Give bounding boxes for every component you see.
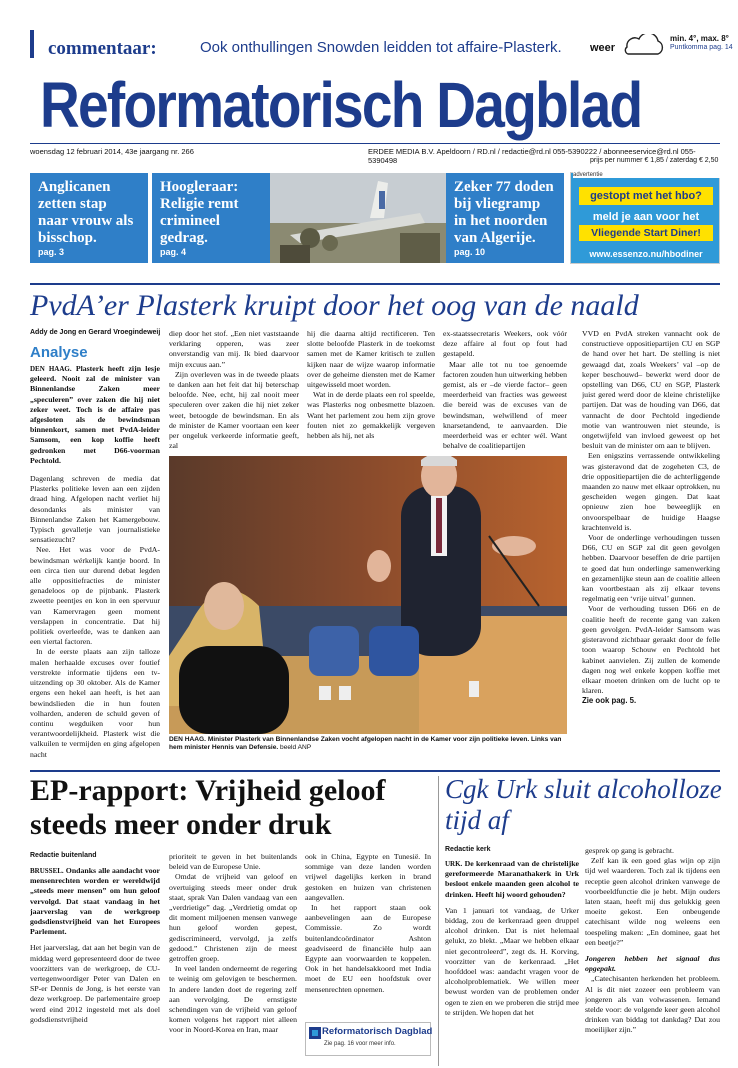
parliament-photo-illustration	[169, 456, 567, 734]
section-divider	[30, 770, 720, 772]
main-article-col-3	[307, 329, 435, 453]
article-paragraph: In veel landen onderneemt de regering te weinig om gelovigen te beschermen. In andere landen doet de regering zelf aan vervolging. De ernstigste schendingen van de vrijheid van geloof komen volgens het rapport niet alleen voor in Noord-Korea en Iran, maar	[169, 964, 297, 1035]
teaser-vliegramp[interactable]	[446, 173, 564, 263]
urk-article-col-2	[585, 846, 720, 1064]
article-paragraph: In het rapport staan ook aanbevelingen aan de Europese Commissie. Zo wordt buitenlandcoördinator Ashton geadviseerd de financiële hulp aan Egypte aan voorwaarden te koppelen. Ook in het handelsakkoord met India moet de EU een hoofdstuk over mensenrechten opnemen.	[305, 903, 431, 994]
commentary-bar	[30, 30, 733, 60]
article-paragraph: Nee. Het was voor de PvdA-bewindsman wérkelijk kantje boord. In een circa tien uur durend debat legden alle oppositiefracties de minister genadeloos op de pijnbank. Plasterk zweette peentjes en kon in een spervuur van Kamervragen geen moment verslappen in concentratie. Dat hij politiek overleefde, was te danken aan een viertal factoren.	[30, 545, 160, 647]
urk-article-col-1	[445, 859, 579, 1064]
column-separator	[438, 776, 439, 1066]
ad-line-2: meld je aan voor het	[592, 211, 700, 223]
see-also-link[interactable]: Zie ook pag. 5.	[582, 696, 637, 706]
article-paragraph: VVD en PvdA streken vannacht ook de constructieve oppositiepartijen CU en SGP de hand over het hart. De stelling is niet gewaagd dat, zoals Weekers’ val –op de keper beschouwd– bewerkt werd door de opstelling van D66, CU en SGP, Plasterk juist gered werd door de kleine christelijke partijen. Dat was de houding van D66, dat vannacht de door Pechtold ingediende motie van wantrouwen niet steunde, is ongetwijfeld van invloed geweest op het besluit van de minister om aan te blijven.	[582, 329, 720, 451]
advertisement[interactable]	[570, 172, 720, 264]
publisher-contact: ERDEE MEDIA B.V. Apeldoorn / RD.nl / redactie@rd.nl 055-5390222 / abonneeservice@rd.nl 055-5390498	[368, 147, 696, 165]
weather-title: weer	[590, 42, 616, 54]
plane-crash-illustration	[270, 173, 446, 263]
commentary-teaser[interactable]: Ook onthullingen Snowden leidden tot affaire-Plasterk.	[200, 39, 562, 56]
teaser-title: Hoogleraar: Religie remt crimineel gedrag.	[160, 179, 239, 246]
caption-text: Minister Plasterk van Binnenlandse Zaken vocht afgelopen nacht in de Kamer voor zijn politieke leven. Links van hem minister Hennis van Defensie.	[169, 736, 562, 751]
photo-caption	[169, 736, 569, 752]
article-paragraph: diep door het stof. „Een niet vaststaande verklaring opperen, was zeer onverstandig van mij. Ik bied daarvoor mijn excuus aan.”	[169, 329, 299, 369]
main-headline[interactable]: PvdA’er Plasterk kruipt door het oog van de naald	[30, 283, 720, 323]
commentary-rule	[30, 30, 34, 58]
ep-article-col-1	[30, 866, 160, 1062]
weather-temperature: min. 4°, max. 8°	[670, 34, 729, 43]
caption-city: DEN HAAG.	[169, 736, 206, 743]
teaser-title: Anglicanen zetten stap naar vrouw als bisschop.	[38, 179, 134, 246]
plane-crash-photo[interactable]	[270, 173, 446, 263]
price-info: prijs per nummer € 1,85 / zaterdag € 2,50	[590, 157, 719, 164]
main-article-col-1	[30, 364, 160, 760]
urk-byline: Redactie kerk	[445, 846, 491, 853]
article-paragraph: Zelf kan ik een goed glas wijn op zijn tijd wel waarderen. Toch zal ik tijdens een receptie geen alcohol drinken vanwege de voorbeeldfunctie die je hebt. Mijn ouders laten staan, heeft mij dus gelukkig geen moeite gekost. Een onbeugende catechisant wilde nog weleens een toespeling maken: „En dominee, gaat het een beetje?”	[585, 856, 720, 947]
article-paragraph: BRUSSEL. Ondanks alle aandacht voor mensenrechten worden er wereldwijd „steeds meer mensen” om hun geloof vervolgd. Dat staat vandaag in het jaarverslag van de werkgroep godsdienstvrijheid van het Europees Parlement.	[30, 866, 160, 937]
article-paragraph: hij die daarna altijd rectificeren. Ten slotte beloofde Plasterk in de toekomst samen met de Kamer kritisch te zullen kijken naar de wijze waarop informatie over de geheime diensten met de Kamer uitgewisseld moet worden.	[307, 329, 435, 390]
article-paragraph: Maar alle tot nu toe genoemde factoren zouden hun uitwerking hebben gemist, als er –de vierde factor– geen meerderheid van fracties was geweest die bereid was de excuses van de bewindsman, welwillend of meer knarsetandend, te aanvaarden. Die meerderheid was er echter wél. Want behalve de coalitiepartijen	[443, 359, 567, 451]
weather-box[interactable]	[590, 32, 733, 60]
article-paragraph: ex-staatssecretaris Weekers, ook vóór deze affaire al fout op fout had gestapeld.	[443, 329, 567, 359]
cloud-icon	[618, 34, 666, 56]
ep-headline[interactable]: EP-rapport: Vrijheid geloof steeds meer onder druk	[30, 774, 386, 841]
masthead-title: Reformatorisch Dagblad	[40, 69, 642, 141]
urk-headline[interactable]: Cgk Urk sluit alcoholloze tijd af	[445, 774, 722, 835]
article-paragraph: URK. De kerkenraad van de christelijke gereformeerde Maranathakerk in Urk besloot enkele maanden geen alcohol te drinken. Heeft hij woord gehouden?	[445, 859, 579, 899]
main-article-col-4	[443, 329, 567, 453]
article-paragraph: Het jaarverslag, dat aan het begin van de middag werd gepresenteerd door de twee voorzitters van de werkgroep, de CU-vertegenwoordiger Peter van Dalen en SP-er Dennis de Jong, is het eerste van deze werkgroep. De parlementaire groep werd eind 2012 ingesteld met als doel godsdienstvrijheid	[30, 943, 160, 1024]
article-paragraph: Voor de onderlinge verhoudingen tussen D66, CU en SGP zal dit geen gevolgen hebben. Daarvoor beseffen de drie partijen te goed dat hun onderlinge samenwerking en gezamenlijke steun aan de coalitie alleen kan voortbestaan als zij elkaar tevens regelmatig een ‘vrije uitval’ gunnen.	[582, 533, 720, 604]
article-paragraph: In de eerste plaats aan zijn talloze malen herhaalde excuses over foutief verstrekte informatie tijdens een tv-uitzending op 30 oktober. Als de Kamer ergens een hekel aan heeft, is het aan bewindslieden die in hun fouten volharden, anderen de schuld geven of continu wegduiken voor hun verantwoordelijkheid. Plasterk wist die valkuilen te vermijden en ging afgelopen nacht	[30, 647, 160, 759]
article-paragraph: DEN HAAG. Plasterk heeft zijn lesje geleerd. Nooit zal de minister van Binnenlandse Zaken meer „speculeren” over zaken die hij niet zeker weet. Toch is de affaire pas afgesloten als de bewindsman binnenkort, samen met PvdA-leider Samsom, een kop koffie heeft gedronken met D66-voorman Pechtold.	[30, 364, 160, 465]
article-paragraph: Van 1 januari tot vandaag, de Urker biddag, zou de kerkenraad geen druppel alcohol drinken. Dat is niet helemaal gelukt, zo blekt. „Maar we hebben elkaar niet gecontroleerd”, zegt ds. H. Korving, voorzitter van de kerkenraad. „Het hoofddoel was: aandacht vragen voor de alcoholproblematiek. We willen meer bewust worden van de problemen onder ogen te zien en we proberen die strijd mee te strijden. We hopen dat het	[445, 905, 579, 1017]
ad-label: advertentie	[573, 172, 720, 178]
commentary-label: commentaar:	[48, 38, 157, 59]
ad-line-1: gestopt met het hbo?	[579, 187, 713, 205]
rd-logo-subtext: Zie pag. 16 voor meer info.	[324, 1041, 396, 1047]
ep-article-col-2	[169, 852, 297, 1062]
article-paragraph: Een enigszins verrassende ontwikkeling was gisteravond dat de zogeheten C3, de drie oppositiepartijen die de achterliggende maanden zo nauw met elkaar optrokken, nu gescheiden wegen gingen. Dat kaat opnieuw zien hoe beweeglijk en onvoorspelbaar de huidige Haagse krachtenveld is.	[582, 451, 720, 532]
rd-logo-text: Reformatorisch Dagblad	[322, 1026, 433, 1037]
article-paragraph: „Catechisanten herkenden het probleem. Al is dit niet zozeer een probleem van jongeren als van volwassenen. Iemand stelde voor: de volgende keer geen alcohol drinken van biddag tot dankdag? Dat zou moeilijker zijn.”	[585, 974, 720, 1035]
teaser-page: pag. 10	[454, 247, 486, 257]
article-paragraph: Wat in de derde plaats een rol speelde, was Plasterks nog onbesmette blazoen. Want het parlement zou hem zijn grove fouten niet zo gemakkelijk vergeven hebben als hij, net als	[307, 390, 435, 441]
article-paragraph: Zijn overleven was in de tweede plaats te danken aan het feit dat hij beterschap beloofde. Nee, echt, hij zal nooit meer speculeren over zaken die hij niet zeker weet, betoogde de bewindsman. En als de minister de Kamer voortaan een keer per ongeluk verkeerde informatie geeft, zal	[169, 369, 299, 451]
caption-credit: beeld ANP	[278, 744, 312, 751]
teaser-page: pag. 3	[38, 247, 65, 257]
article-paragraph: prioriteit te geven in het buitenlands beleid van de Europese Unie.	[169, 852, 297, 872]
main-byline: Addy de Jong en Gerard Vroegindeweij	[30, 329, 161, 336]
ad-url[interactable]: www.essenzo.nu/hbodiner	[589, 249, 703, 259]
parliament-photo[interactable]	[169, 456, 567, 734]
article-paragraph: Voor de verhouding tussen D66 en de coalitie heeft de recente gang van zaken geen gevolgen. PvdA-leider Samsom was gisteravond zichtbaar geraakt door de felle toon waarop Schouw en Pechtold het kabinet aanvielen. Zij zullen de komende dagen nog wel enkele koppen koffie met elkaar moeten drinken om de lucht op te klaren.	[582, 604, 720, 696]
teaser-title: Zeker 77 doden bij vliegramp in het noorden van Algerije.	[454, 179, 554, 246]
teaser-anglicanen[interactable]	[30, 173, 148, 263]
teaser-hoogleraar[interactable]	[152, 173, 270, 263]
article-paragraph: ook in China, Egypte en Tunesië. In sommige van deze landen worden vrijwel dagelijks kerken in brand gestoken en huizen van christenen aangevallen.	[305, 852, 431, 902]
teaser-page: pag. 4	[160, 247, 187, 257]
rd-logo-box[interactable]	[305, 1022, 431, 1056]
article-subhead: Jongeren hebben het signaal dus opgepakt.	[585, 954, 720, 974]
ep-article-col-3	[305, 852, 431, 1018]
ep-byline: Redactie buitenland	[30, 852, 97, 859]
ad-line-3: Vliegende Start Diner!	[579, 225, 713, 241]
article-paragraph: Dagenlang schreven de media dat Plasterks politieke leven aan een zijden draad hing. Afgelopen nacht verliet hij desondanks als minister van Binnenlandse Zaken het Kamergebouw. Typisch gevalletje van journalistieke sensatiezucht?	[30, 474, 160, 545]
article-paragraph: gesprek op gang is gebracht.	[585, 846, 674, 855]
main-article-col-5	[582, 329, 720, 755]
rd-logo-icon	[309, 1027, 321, 1039]
weather-reference: Puntkomma pag. 14	[670, 44, 733, 51]
edition-date: woensdag 12 februari 2014, 43e jaargang nr. 266	[30, 147, 194, 156]
main-kicker: Analyse	[30, 344, 88, 361]
main-article-col-2	[169, 329, 299, 453]
article-paragraph: Omdat de vrijheid van geloof en overtuiging steeds meer onder druk staat, sprak Van Dalen vandaag van een „verdrietige” dag. „Verdrietig omdat op dit moment miljoenen mensen vanwege hun geloof worden gepest, gediscrimineerd, vervolgd, ja zelfs gedood.” Christenen zijn de meest getroffen groep.	[169, 872, 297, 964]
